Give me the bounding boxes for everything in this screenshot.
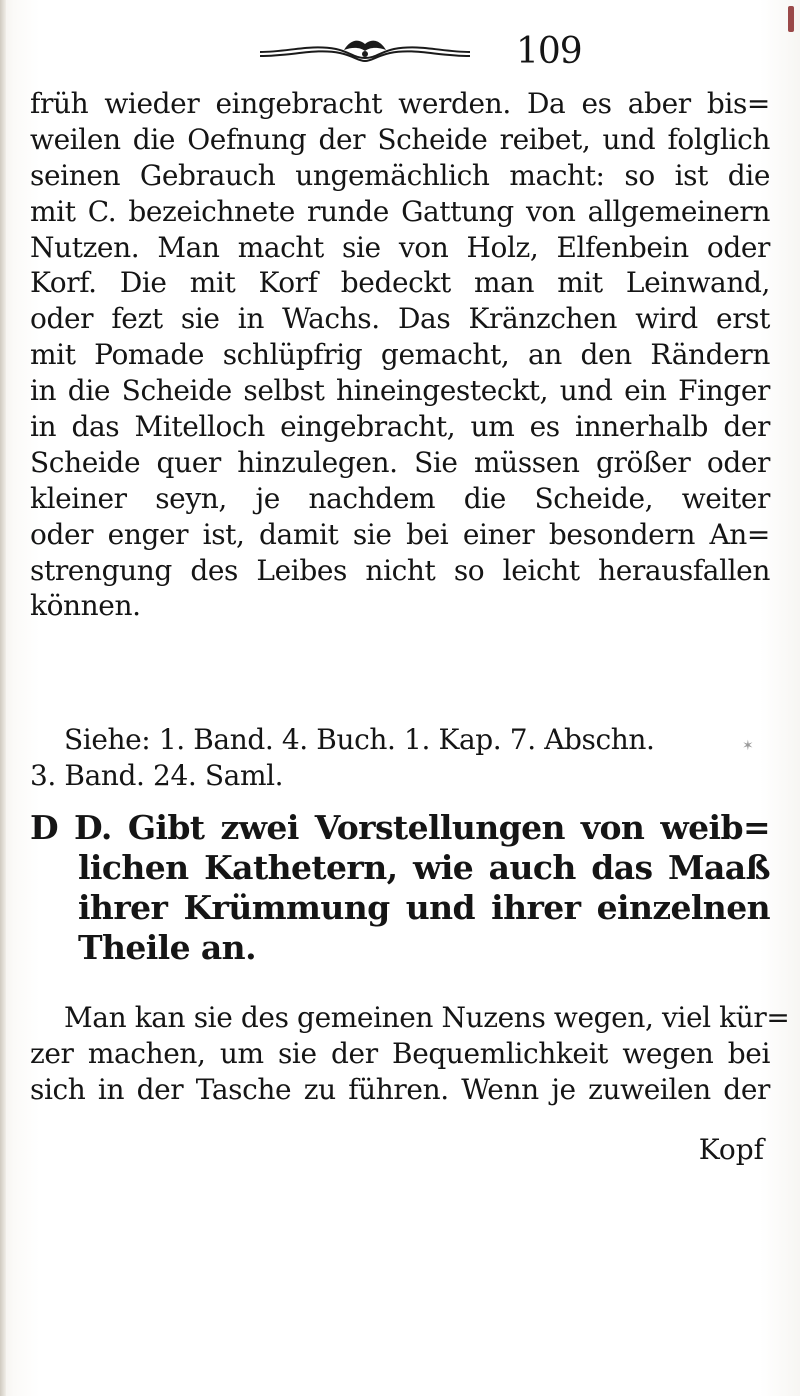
heading-line: lichen Kathetern, wie auch das Maaß (78, 848, 770, 887)
text-line: oder enger ist, damit sie bei einer besondern An= (30, 517, 770, 551)
text-line: in die Scheide selbst hineingesteckt, und ein Finger (30, 374, 770, 408)
paragraph-1 (30, 86, 770, 624)
text-line: mit C. bezeichnete runde Gattung von allgemeinern (30, 194, 770, 228)
bookmark-tab (788, 6, 794, 32)
text-line: Scheide quer hinzulegen. Sie müssen größer oder (30, 445, 770, 479)
catchword: Kopf (698, 1133, 764, 1166)
text-line: früh wieder eingebracht werden. Da es aber bis= (30, 87, 770, 120)
binding-edge (0, 0, 6, 1396)
reference-line: Siehe: 1. Band. 4. Buch. 1. Kap. 7. Abschn. (64, 723, 655, 756)
text-line: seinen Gebrauch ungemächlich macht: so ist die (30, 158, 770, 192)
cross-reference (30, 722, 770, 794)
text-line: in das Mitelloch eingebracht, um es innerhalb der (30, 410, 770, 444)
text-line: Man kan sie des gemeinen Nuzens wegen, viel kür= (64, 1001, 790, 1034)
text-line: mit Pomade schlüpfrig gemacht, an den Rändern (30, 338, 770, 372)
page-number: 109 (516, 31, 582, 72)
print-speck-icon: ✶ (742, 738, 754, 754)
text-line: strengung des Leibes nicht so leicht herausfallen (30, 553, 770, 587)
heading-line: ihrer Krümmung und ihrer einzelnen (78, 888, 770, 927)
paragraph-2 (30, 1000, 790, 1108)
text-line: können. (30, 589, 141, 623)
heading-line (30, 808, 770, 848)
text-line: Korf. Die mit Korf bedeckt man mit Leinwand, (30, 266, 770, 300)
heading-label: D D. (30, 808, 112, 847)
text-line: oder fezt sie in Wachs. Das Kränzchen wird erst (30, 302, 770, 336)
text-line: weilen die Oefnung der Scheide reibet, und folglich (30, 122, 770, 156)
heading-text: Gibt zwei Vorstellungen von weib= (127, 808, 770, 847)
text-line: zer machen, um sie der Bequemlichkeit wegen bei (30, 1036, 770, 1070)
heading-line: Theile an. (78, 928, 256, 967)
reference-line: 3. Band. 24. Saml. (30, 758, 284, 792)
printer-ornament-icon (258, 38, 472, 64)
text-line: sich in der Tasche zu führen. Wenn je zuweilen der (30, 1072, 770, 1106)
text-line: kleiner seyn, je nachdem die Scheide, weiter (30, 481, 770, 515)
section-heading (30, 808, 770, 968)
text-line: Nutzen. Man macht sie von Holz, Elfenbein oder (30, 230, 770, 264)
